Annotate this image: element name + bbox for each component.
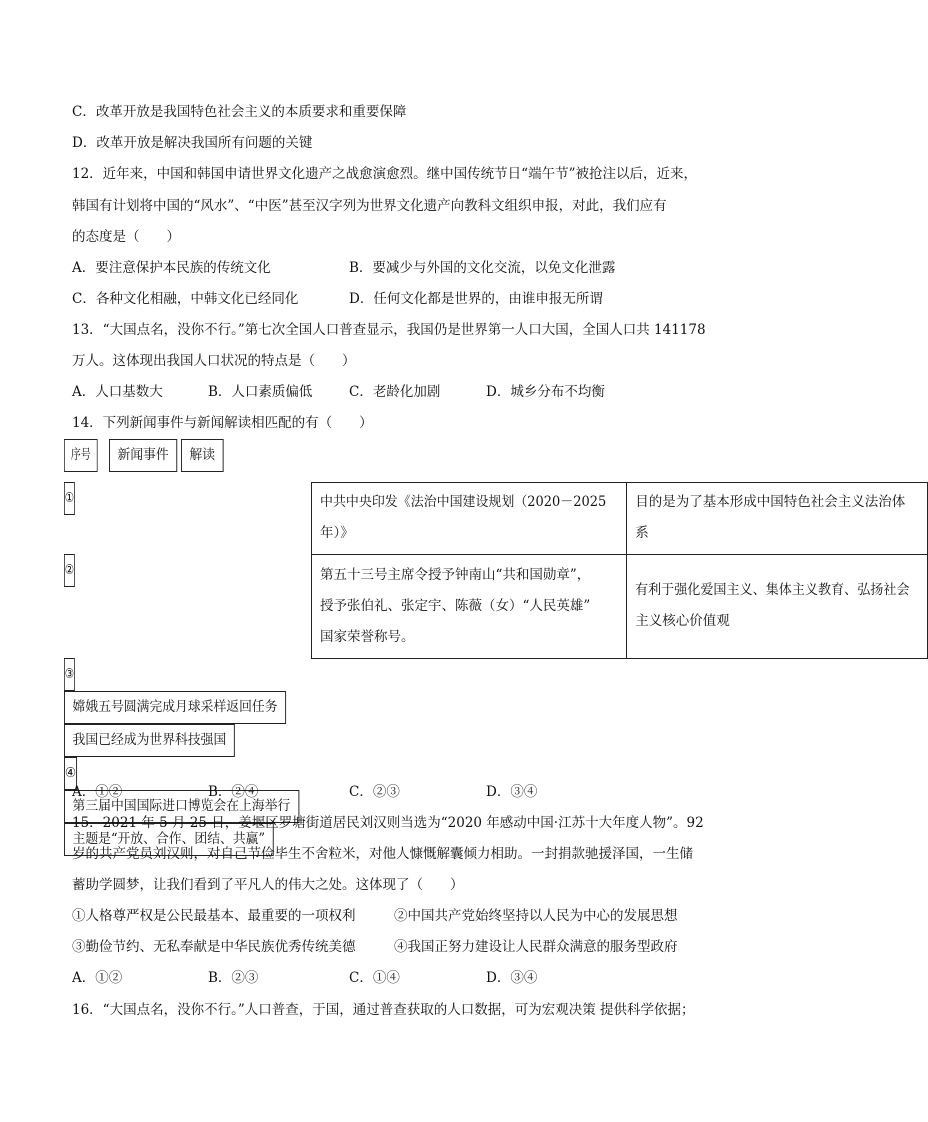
q14-option-b: B．②④ [208, 784, 259, 800]
q15-stem-line-2: 岁的共产党员刘汉则，对自己节俭毕生不舍粒米，对他人慷慨解囊倾力相助。一封捐款驰援泽国，一生储 [72, 846, 693, 862]
row-event-line: 第五十三号主席令授予钟南山“共和国勋章”， [320, 566, 591, 583]
q12-stem-line-1: 12．近年来，中国和韩国申请世界文化遗产之战愈演愈烈。继中国传统节日“端午节”被抢注以后，近来， [72, 166, 697, 182]
q14-option-c: C．②③ [349, 784, 400, 800]
table-row [64, 658, 927, 757]
q16-stem-line-1: 16．“大国点名，没你不行。”人口普查，于国，通过普查获取的人口数据，可为宏观决策 提供科学依据； [72, 1002, 695, 1018]
table-row [64, 482, 927, 554]
header-interpretation: 解读 [181, 439, 224, 472]
table-row [64, 757, 927, 856]
row-number: ① [64, 482, 75, 515]
row-event [312, 554, 627, 658]
header-number: 序号 [64, 439, 98, 472]
header-news-event: 新闻事件 [109, 439, 177, 472]
q12-stem-line-3: 的态度是（ ） [72, 229, 180, 245]
row-number: ③ [64, 658, 75, 691]
row-interpretation: 主题是“开放、合作、团结、共赢” [64, 823, 274, 856]
q14-option-d: D．③④ [486, 784, 538, 800]
q15-option-b: B．②③ [208, 970, 259, 986]
row-event: 第三届中国国际进口博览会在上海举行 [64, 790, 299, 823]
q11-option-d: D．改革开放是解决我国所有问题的关键 [72, 135, 313, 151]
q12-option-d: D．任何文化都是世界的，由谁申报无所谓 [349, 291, 603, 307]
q13-option-c: C．老龄化加剧 [349, 384, 441, 400]
q13-stem-line-2: 万人。这体现出我国人口状况的特点是（ ） [72, 353, 356, 369]
row-interpretation: 我国已经成为世界科技强国 [64, 724, 235, 757]
q13-stem-line-1: 13．“大国点名，没你不行。”第七次全国人口普查显示，我国仍是世界第一人口大国，全国人口共 141178 [72, 322, 706, 338]
q12-stem-line-2: 韩国有计划将中国的“风水”、“中医”甚至汉字列为世界文化遗产向教科文组织申报，对此，我们应有 [72, 198, 667, 214]
q12-option-c: C．各种文化相融，中韩文化已经同化 [72, 291, 299, 307]
q15-option-c: C．①④ [349, 970, 400, 986]
row-number: ② [64, 554, 75, 587]
q15-statement-2: ②中国共产党始终坚持以人民为中心的发展思想 [394, 908, 678, 924]
q14-option-a: A．①② [72, 784, 123, 800]
q12-option-a: A．要注意保护本民族的传统文化 [72, 260, 271, 276]
news-table-header-row [64, 439, 927, 482]
row-interp-line: 系 [635, 525, 649, 541]
q15-statement-1: ①人格尊严权是公民最基本、最重要的一项权利 [72, 908, 356, 924]
q14-stem: 14．下列新闻事件与新闻解读相匹配的有（ ） [72, 415, 373, 431]
row-event-line: 年）》 [320, 525, 354, 541]
row-interpretation [627, 482, 928, 554]
row-interp-line: 主义核心价值观 [635, 613, 730, 629]
row-interp-line: 有利于强化爱国主义、集体主义教育、弘扬社会 [635, 582, 910, 598]
row-event-line: 中共中央印发《法治中国建设规划（2020－2025 [320, 494, 607, 510]
row-event: 嫦娥五号圆满完成月球采样返回任务 [64, 691, 286, 724]
q15-option-a: A．①② [72, 970, 123, 986]
row-interp-line: 目的是为了基本形成中国特色社会主义法治体 [635, 494, 906, 510]
q15-stem-line-1: 15．2021 年 5 月 25 日，姜堰区罗塘街道居民刘汉则当选为“2020 年感动中国·江苏十大年度人物”。92 [72, 815, 704, 831]
table-row [64, 554, 927, 658]
q13-option-a: A．人口基数大 [72, 384, 163, 400]
row-interpretation [627, 554, 928, 658]
q11-option-c: C．改革开放是我国特色社会主义的本质要求和重要保障 [72, 104, 407, 120]
q15-option-d: D．③④ [486, 970, 538, 986]
q13-option-d: D．城乡分布不均衡 [486, 384, 605, 400]
q13-option-b: B．人口素质偏低 [208, 384, 313, 400]
q15-stem-line-3: 蓄助学圆梦，让我们看到了平凡人的伟大之处。这体现了（ ） [72, 877, 464, 893]
q12-option-b: B．要减少与外国的文化交流，以免文化泄露 [349, 260, 616, 276]
q15-statement-3: ③勤俭节约、无私奉献是中华民族优秀传统美德 [72, 939, 356, 955]
row-number: ④ [64, 757, 77, 790]
q15-statement-4: ④我国正努力建设让人民群众满意的服务型政府 [394, 939, 678, 955]
row-event-line: 授予张伯礼、张定宇、陈薇（女）“人民英雄” [320, 597, 591, 614]
row-event-line: 国家荣誉称号。 [320, 628, 415, 645]
row-event [312, 482, 627, 554]
